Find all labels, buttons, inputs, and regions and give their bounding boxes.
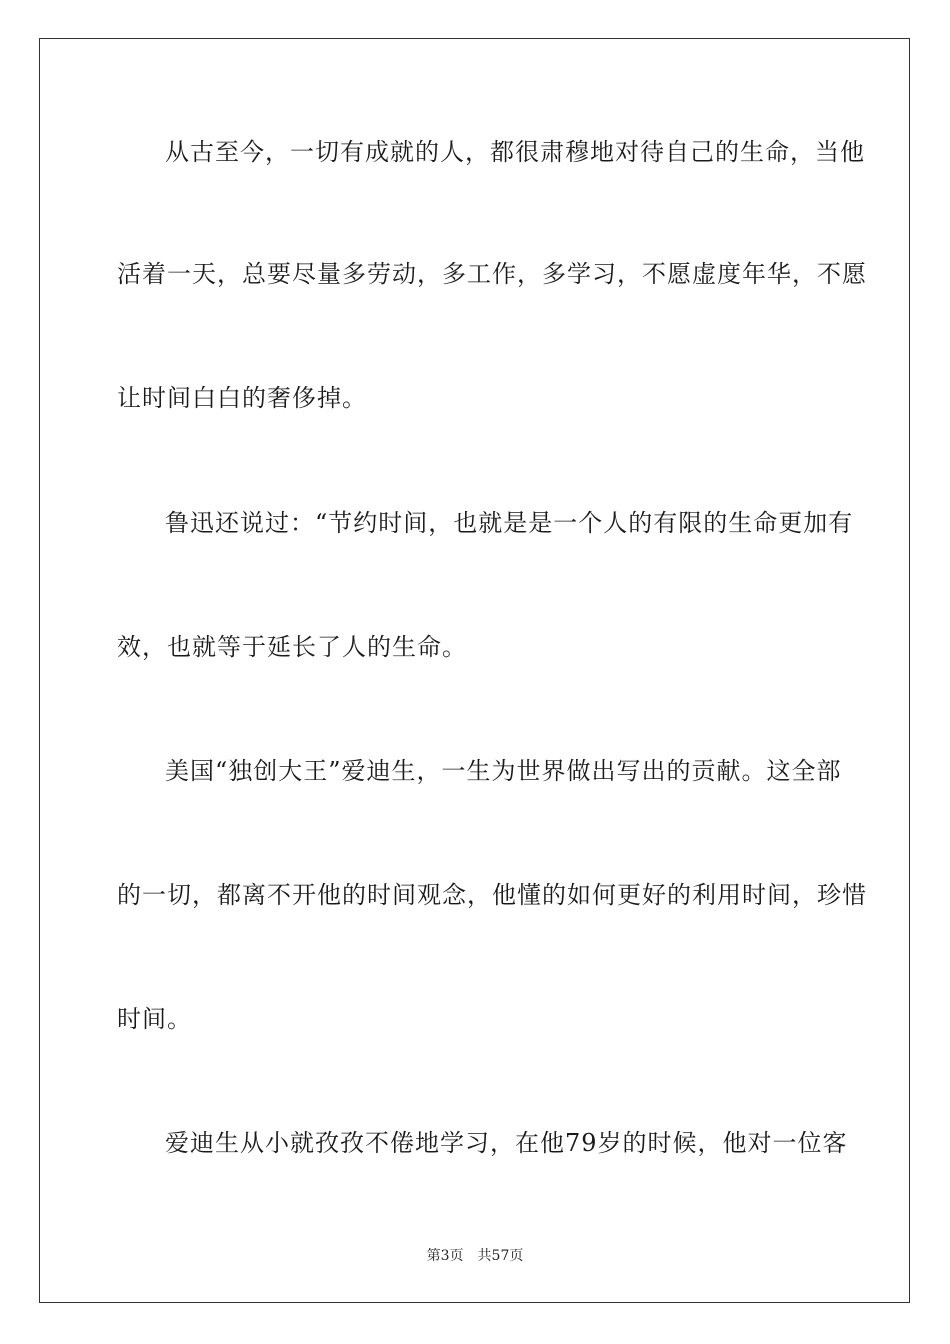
body-line: 美国“独创大王”爱迪生，一生为世界做出写出的贡献。这全部 [165, 757, 842, 785]
body-line: 时间。 [117, 1005, 192, 1033]
body-line: 效，也就等于延长了人的生命。 [117, 633, 467, 661]
body-line: 从古至今，一切有成就的人，都很肃穆地对待自己的生命，当他 [165, 138, 865, 166]
body-line: 鲁迅还说过：“节约时间，也就是是一个人的有限的生命更加有 [165, 509, 854, 537]
page-number-footer: 第3页 共57页 [426, 1248, 524, 1264]
page-border [39, 38, 910, 1303]
body-line: 活着一天，总要尽量多劳动，多工作，多学习，不愿虚度年华，不愿 [117, 260, 867, 288]
body-line: 的一切，都离不开他的时间观念，他懂的如何更好的利用时间，珍惜 [117, 881, 867, 909]
body-line: 让时间白白的奢侈掉。 [117, 384, 367, 412]
body-line: 爱迪生从小就孜孜不倦地学习，在他79岁的时候，他对一位客 [165, 1129, 848, 1157]
